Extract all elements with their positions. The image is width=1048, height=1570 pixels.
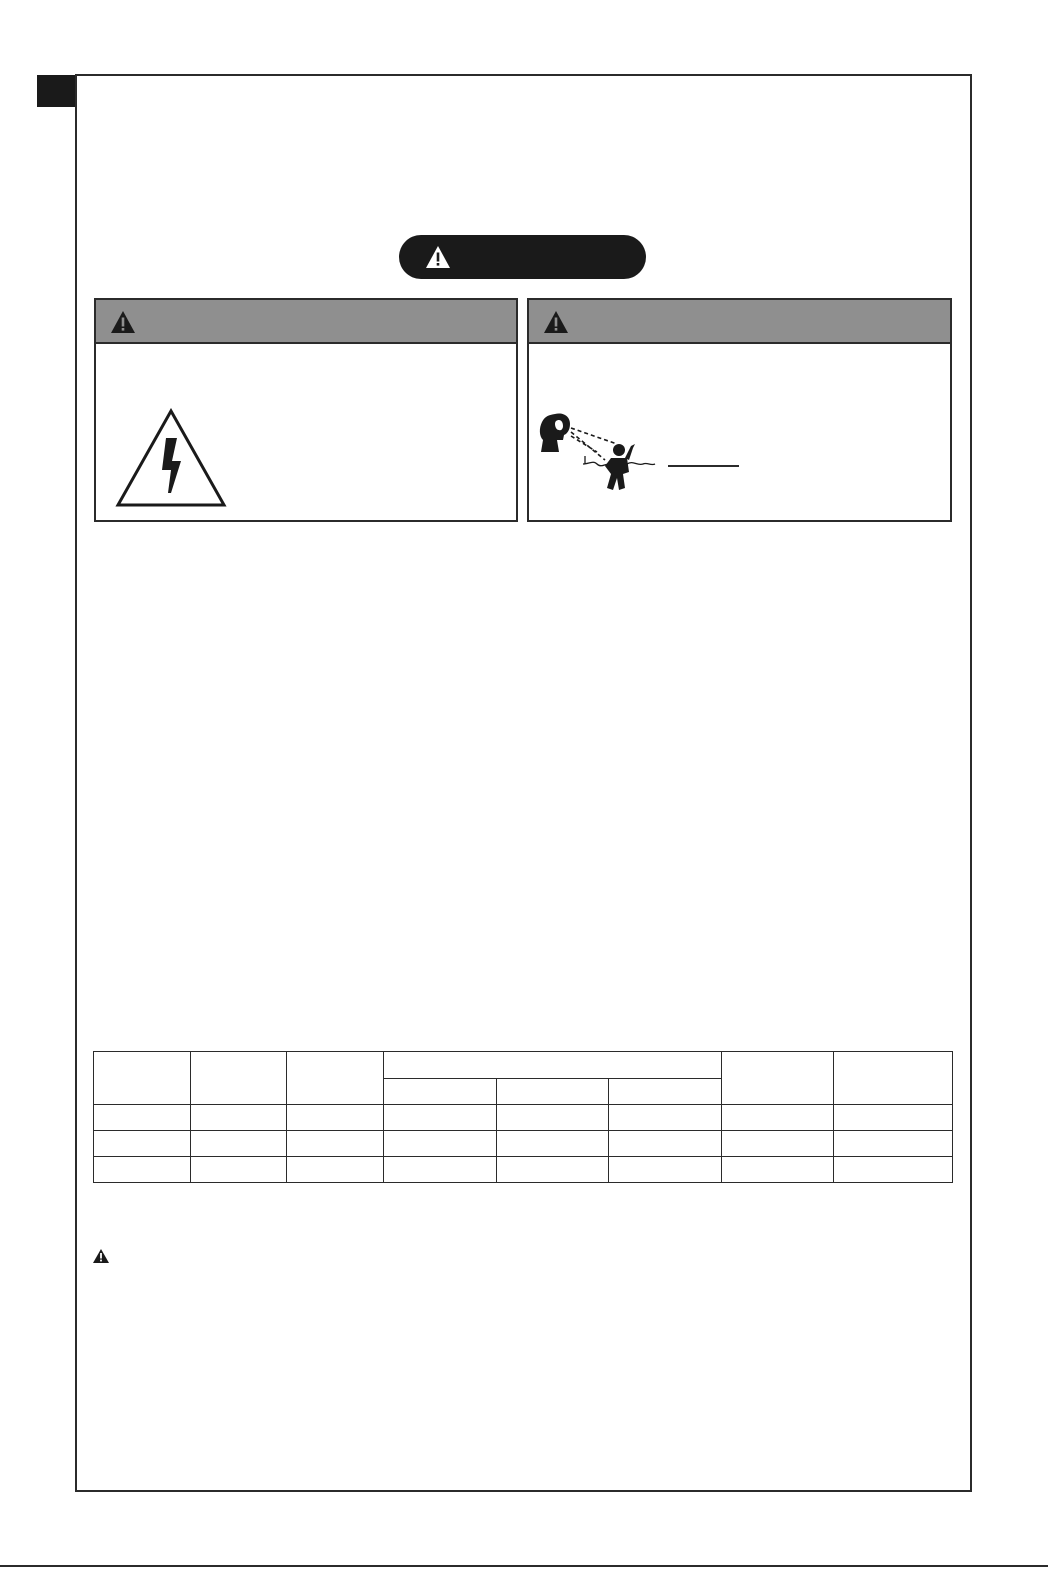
table-cell [721,1052,834,1105]
electric-shock-icon [114,408,228,508]
drowning-child-supervision-icon [537,408,667,498]
table-subheader-cell [496,1079,609,1105]
table-cell [834,1052,953,1105]
page-frame [75,74,972,1492]
warning-icon [425,245,451,269]
table-subheader-cell [383,1079,496,1105]
drowning-warning-panel [527,298,952,522]
warning-header-pill [399,235,646,279]
warning-icon [92,1248,110,1264]
table-row [94,1131,953,1157]
page-bottom-rule [0,1565,1048,1567]
table-cell [190,1052,287,1105]
warning-bar [96,300,516,344]
table-row [94,1105,953,1131]
electric-shock-warning-panel [94,298,518,522]
data-table [93,1051,953,1183]
warning-icon [543,310,569,334]
warning-icon [110,310,136,334]
page-tab-marker [37,75,75,107]
table-header-cell [383,1052,721,1079]
table-cell [287,1052,384,1105]
table-row [94,1157,953,1183]
table-cell [94,1052,191,1105]
decorative-rule [668,465,739,467]
warning-bar [529,300,950,344]
table-subheader-cell [609,1079,722,1105]
